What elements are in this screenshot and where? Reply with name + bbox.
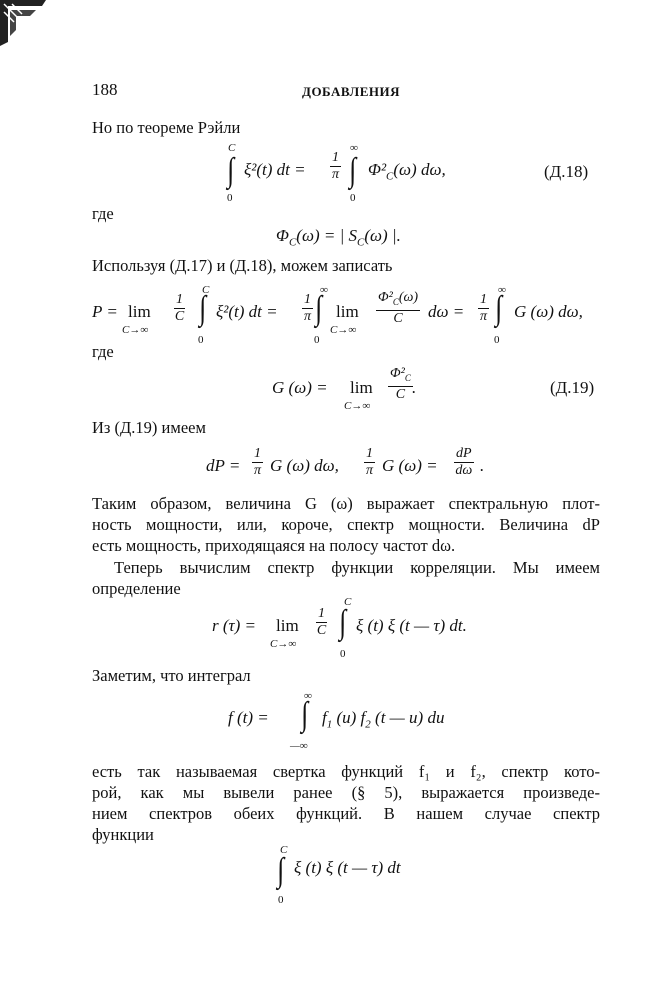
paragraph-line: функции	[92, 825, 154, 844]
text-line: Используя (Д.17) и (Д.18), можем записать	[92, 256, 393, 275]
equation-tag: (Д.18)	[544, 162, 589, 181]
paragraph-line: ность мощности, или, короче, спектр мощности. Величина dP	[92, 515, 600, 534]
text-line: где	[92, 204, 114, 223]
paragraph-line: нием спектров обеих функций. В нашем случае спектр	[92, 804, 600, 823]
text-line: Но по теореме Рэйли	[92, 118, 241, 137]
text-line: Заметим, что интеграл	[92, 666, 251, 685]
text-line: Из (Д.19) имеем	[92, 418, 206, 437]
page-number: 188	[92, 80, 118, 99]
paragraph-line: Таким образом, величина G (ω) выражает спектральную плот-	[92, 494, 600, 513]
paragraph-line: есть мощность, приходящаяся на полосу частот dω.	[92, 536, 456, 555]
paragraph-line: рой, как мы вывели ранее (§ 5), выражается произведе-	[92, 783, 600, 802]
paragraph-line: определение	[92, 579, 181, 598]
text-line: где	[92, 342, 114, 361]
paragraph-line: есть так называемая свертка функций f₁ и f₂, спектр кото-	[92, 762, 600, 781]
running-header: ДОБАВЛЕНИЯ	[302, 84, 401, 99]
paragraph-line: Теперь вычислим спектр функции корреляции. Мы имеем	[114, 558, 600, 577]
equation-tag: (Д.19)	[550, 378, 595, 397]
corner-ornament	[0, 0, 48, 48]
equation-phi: $\Phi_C(\omega)$ = | $S_C(\omega)$ |.	[276, 226, 401, 249]
